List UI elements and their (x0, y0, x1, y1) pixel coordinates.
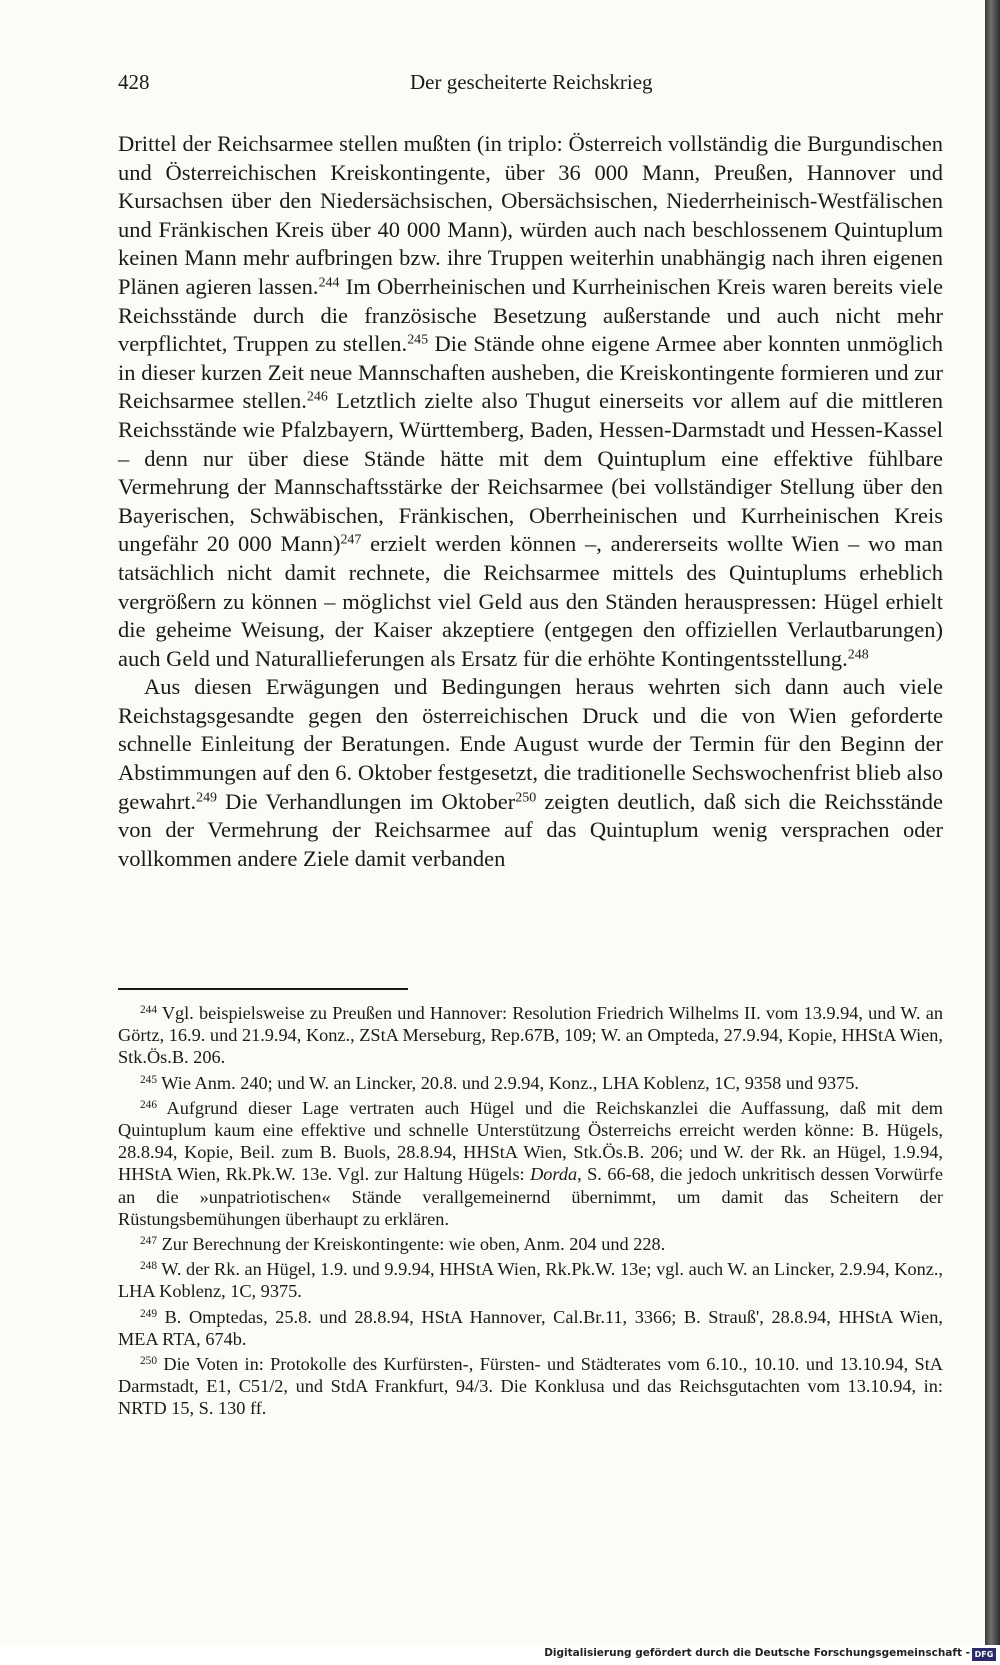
footnote-number: 248 (140, 1260, 157, 1272)
footnote-number: 246 (140, 1098, 157, 1111)
text-run: Im Oberrheinischen und Kurrheinischen Kreis waren bereits viele Reichsstände durch die französische Besetzung außerstande und auch nicht mehr verpflichtet, Truppen zu stellen. (118, 273, 943, 357)
footnote (118, 1233, 943, 1255)
footnote-ref: 247 (340, 532, 362, 548)
footnote (118, 1306, 943, 1350)
footnote-text: B. Omptedas, 25.8. und 28.8.94, HStA Hannover, Cal.Br.11, 3366; B. Strauß', 28.8.94, HHStA Wien, MEA RTA, 674b. (118, 1306, 943, 1349)
footnote-italic: Dorda (530, 1164, 578, 1185)
footnote-divider (118, 988, 408, 990)
footnote-number: 250 (140, 1354, 157, 1367)
footnote-text: Wie Anm. 240; und W. an Lincker, 20.8. und 2.9.94, Konz., LHA Koblenz, 1C, 9358 und 9375. (157, 1072, 859, 1093)
book-edge (985, 0, 1000, 1645)
paragraph-1 (118, 130, 943, 673)
footnote-text: Zur Berechnung der Kreiskontingente: wie oben, Anm. 204 und 228. (157, 1234, 666, 1255)
footnote-number: 249 (140, 1307, 157, 1320)
digitization-footer (0, 1645, 1000, 1665)
text-run: Die Stände ohne eigene Armee aber konnten unmöglich in dieser kurzen Zeit neue Mannschaften ausheben, die Kreiskontingente formieren und zur Reichsarmee stellen. (118, 331, 943, 414)
footnote-text: , S. 66-68, die jedoch unkritisch dessen Vorwürfe an die »unpatriotischen« Stände verallgemeinernd übernimmt, um damit das Scheitern der Rüstungsbemühungen überhaupt zu erklären. (118, 1164, 943, 1229)
footnote-ref: 248 (847, 647, 869, 663)
text-run: Die Verhandlungen im Oktober (217, 788, 516, 814)
footnote (118, 1002, 943, 1069)
paragraph-2 (118, 673, 943, 873)
footnote-number: 244 (140, 1003, 157, 1016)
footnote-text: Vgl. beispielsweise zu Preußen und Hannover: Resolution Friedrich Wilhelms II. vom 13.9.94, und W. an Görtz, 16.9. und 21.9.94, Konz., ZStA Merseburg, Rep.67B, 109; W. an Ompteda, 27.9.94, Kopie, HHStA Wien, Stk.Ös.B. 206. (118, 1003, 943, 1068)
footnote (118, 1097, 943, 1230)
dfg-logo: DFG (972, 1648, 996, 1661)
footnote-number: 245 (140, 1073, 157, 1086)
text-run: Letztlich zielte also Thugut einerseits vor allem auf die mittleren Reichsstände wie Pfalzbayern, Württemberg, Baden, Hessen-Darmstadt und Hessen-Kassel – denn nur über diese Stände hätte mit dem Quintuplum eine effektive fühlbare Vermehrung der Mannschaftsstärke der Reichsarmee (bei vollständiger Stellung über den Bayerischen, Schwäbischen, Fränkischen, Oberrheinischen und Kurrheinischen Kreis ungefähr 20 000 Mann) (118, 388, 943, 557)
footnote-text: W. der Rk. an Hügel, 1.9. und 9.9.94, HHStA Wien, Rk.Pk.W. 13e; vgl. auch W. an Lincker, 2.9.94, Konz., LHA Koblenz, 1C, 9375. (118, 1259, 943, 1302)
page-header (118, 70, 943, 100)
text-run: Aus diesen Erwägungen und Bedingungen heraus wehrten sich dann auch viele Reichstagsgesandte gegen den österreichischen Druck und die von Wien geforderte schnelle Einleitung der Beratungen. Ende August wurde der Termin für den Beginn der Abstimmungen auf den 6. Oktober festgesetzt, die traditionelle Sechswochenfrist blieb also gewahrt. (118, 674, 943, 814)
footnote-ref: 245 (407, 332, 429, 348)
main-text (118, 130, 943, 873)
footnote-ref: 244 (318, 275, 340, 291)
footnote-text: Aufgrund dieser Lage vertraten auch Hügel und die Reichskanzlei die Auffassung, daß mit dem Quintuplum kaum eine effektive und schnelle Unterstützung Österreichs erreicht werden könne: B. Hügels, 28.8.94, Kopie, Beil. zum B. Buols, 28.8.94, HHStA Wien, Stk.Ös.B. 206; und W. der Rk. an Hügel, 1.9.94, HHStA Wien, Rk.Pk.W. 13e. Vgl. zur Haltung Hügels: (118, 1097, 943, 1185)
text-run: erzielt werden können –, andererseits wollte Wien – wo man tatsächlich nicht damit rechnete, die Reichsarmee mittels des Quintuplums erheblich vergrößern zu können – möglichst viel Geld aus den Ständen herauspressen: Hügel erhielt die geheime Weisung, der Kaiser akzeptiere (entgegen den offiziellen Verlautbarungen) auch Geld und Naturallieferungen als Ersatz für die erhöhte Kontingentsstellung. (118, 531, 943, 671)
footer-credit: Digitalisierung gefördert durch die Deutsche Forschungsgemeinschaft - (544, 1647, 970, 1659)
footnote-ref: 249 (196, 789, 217, 805)
footnotes (118, 1002, 943, 1423)
footnote (118, 1072, 943, 1094)
footnote-number: 247 (140, 1234, 157, 1247)
footnote (118, 1353, 943, 1420)
text-run: Drittel der Reichsarmee stellen mußten (in triplo: Österreich vollständig die Burgundischen und Österreichischen Kreiskontingente, über 36 000 Mann, Preußen, Hannover und Kursachsen über den Niedersächsischen, Obersächsischen, Niederrheinisch-Westfälischen und Fränkischen Kreis über 40 000 Mann), würden auch nach beschlossenem Quintuplum keinen Mann mehr aufbringen bzw. ihre Truppen weiterhin unabhängig nach ihren eigenen Plänen agieren lassen. (118, 131, 943, 299)
footnote-text: Die Voten in: Protokolle des Kurfürsten-, Fürsten- und Städterates vom 6.10., 10.10. und 13.10.94, StA Darmstadt, E1, C51/2, und StdA Frankfurt, 94/3. Die Konklusa und das Reichsgutachten vom 13.10.94, in: NRTD 15, S. 130 ff. (118, 1354, 943, 1419)
footnote-ref: 250 (515, 789, 537, 805)
page-number: 428 (118, 70, 150, 94)
running-title: Der gescheiterte Reichskrieg (410, 70, 653, 94)
footnote-ref: 246 (306, 389, 328, 405)
footnote (118, 1258, 943, 1302)
text-run: zeigten deutlich, daß sich die Reichsstände von der Vermehrung der Reichsarmee auf das Quintuplum wenig versprachen oder vollkommen andere Ziele damit verbanden (118, 788, 943, 871)
